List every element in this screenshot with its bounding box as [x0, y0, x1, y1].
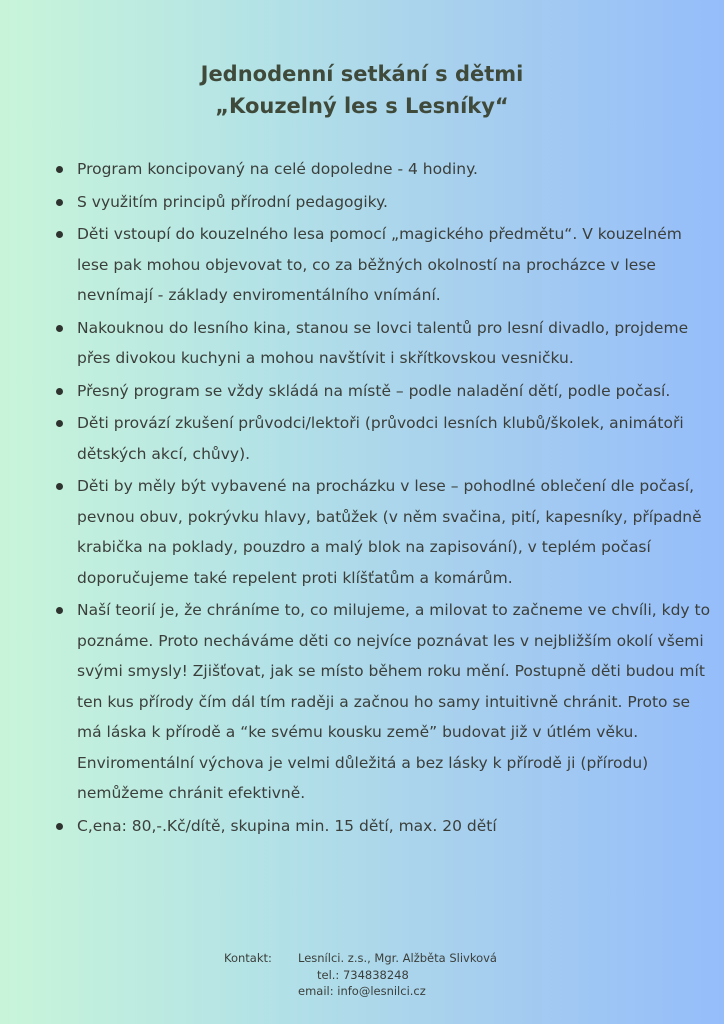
list-item: [53, 154, 713, 185]
list-item-text: Program koncipovaný na celé dopoledne - 4 hodiny.: [77, 160, 478, 178]
bullet-icon: [56, 607, 63, 614]
list-item: [53, 187, 713, 218]
list-item-text: Děti vstoupí do kouzelného lesa pomocí „magického předmětu“. V kouzelném lese pak mohou objevovat to, co za běžných okolností na procházce v lese nevnímají - základy enviromentálního vnímání.: [77, 225, 682, 304]
list-item: [53, 471, 713, 593]
price-item: [53, 811, 713, 842]
program-list: [53, 154, 713, 843]
list-item-text: Přesný program se vždy skládá na místě – podle naladění dětí, podle počasí.: [77, 381, 671, 400]
list-item-text: Děti provází zkušení průvodci/lektoři (průvodci lesních klubů/školek, animátoři dětských akcí, chůvy).: [77, 414, 684, 463]
list-item-text: Nakouknou do lesního kina, stanou se lovci talentů pro lesní divadlo, projdeme přes divokou kuchyni a mohou navštívit i skřítkovskou vesničku.: [77, 318, 689, 367]
list-item: [53, 595, 713, 809]
bullet-icon: [56, 483, 63, 490]
contact-label: Kontakt:: [224, 951, 272, 965]
contact-email: email: info@lesnilci.cz: [298, 984, 426, 998]
contact-details: [298, 950, 518, 1000]
list-item-text: S využitím principů přírodní pedagogiky.: [77, 192, 388, 211]
contact-organization: Lesnílci. z.s., Mgr. Alžběta Slivková: [298, 951, 497, 965]
list-item: [53, 408, 713, 469]
bullet-icon: [56, 325, 63, 332]
list-item-text: Děti by měly být vybavené na procházku v lese – pohodlné oblečení dle počasí, pevnou obuv, pokrývku hlavy, batůžek (v něm svačina, pití, kapesníky, případně krabička na poklady, pouzdro a malý blok na zapisování), v teplém počasí doporučujeme také repelent proti klíšťatům a komárům.: [77, 477, 702, 587]
list-item: [53, 313, 713, 374]
bullet-icon: [56, 199, 63, 206]
page-title: [0, 58, 724, 122]
list-item-text: Naší teorií je, že chráníme to, co milujeme, a milovat to začneme ve chvíli, kdy to poznáme. Proto necháváme děti co nejvíce poznávat les v nejbližším okolí všemi svými smysly! Zjišťovat, jak se místo během roku mění. Postupně děti budou mít ten kus přírody čím dál tím raději a začnou ho samy intuitivně chránit. Proto se má láska k přírodě a “ke svému kousku země” budovat již v útlém věku. Enviromentální výchova je velmi důležitá a bez lásky k přírodě ji (přírodu) nemůžeme chránit efektivně.: [77, 601, 711, 802]
title-line-1: Jednodenní setkání s dětmi: [200, 62, 524, 86]
list-item: [53, 219, 713, 311]
title-line-2: „Kouzelný les s Lesníky“: [215, 94, 509, 118]
bullet-icon: [56, 420, 63, 427]
bullet-icon: [56, 823, 63, 830]
list-item: [53, 376, 713, 407]
price-text: C,ena: 80,-.Kč/dítě, skupina min. 15 dětí, max. 20 dětí: [77, 816, 497, 835]
bullet-icon: [56, 231, 63, 238]
bullet-icon: [56, 388, 63, 395]
bullet-icon: [56, 166, 63, 173]
contact-phone: tel.: 734838248: [317, 967, 409, 982]
